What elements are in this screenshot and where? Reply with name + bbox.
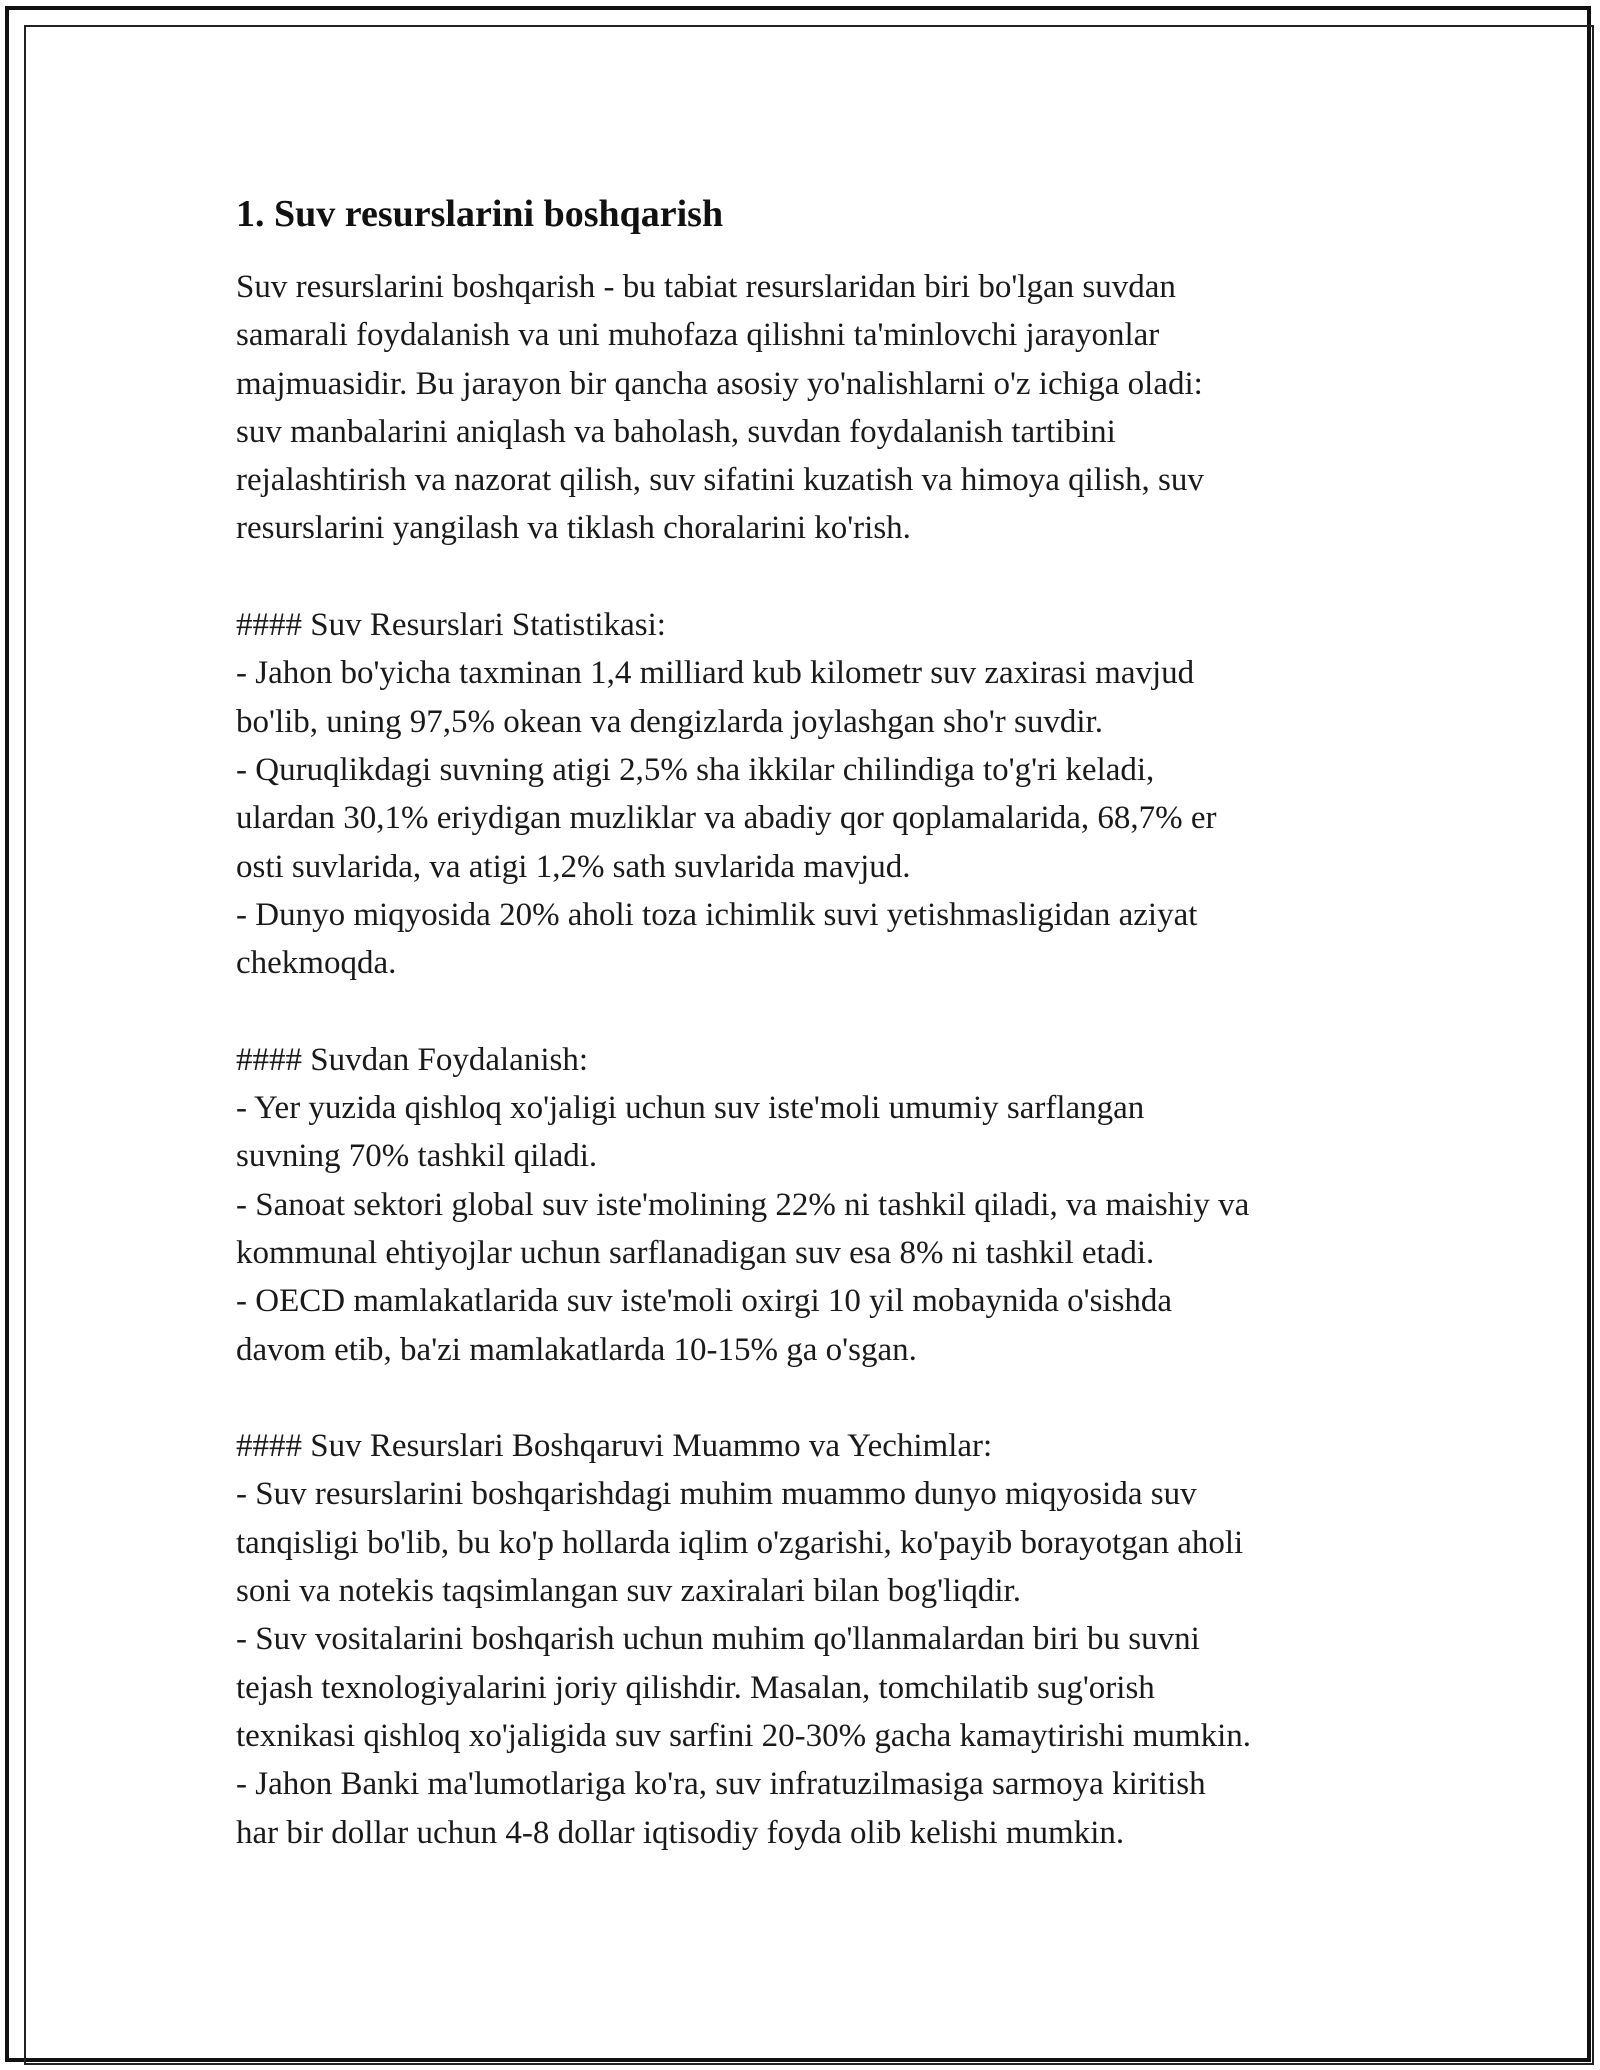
section-line: suvning 70% tashkil qiladi. — [236, 1138, 598, 1175]
section-line: kommunal ehtiyojlar uchun sarflanadigan suv esa 8% ni tashkil etadi. — [236, 1234, 1155, 1271]
intro-line: samarali foydalanish va uni muhofaza qilishni ta'minlovchi jarayonlar — [236, 317, 1160, 354]
section-heading: #### Suv Resurslari Statistikasi: — [236, 607, 666, 644]
document-body — [236, 185, 1376, 1857]
section-statistics — [236, 601, 1376, 987]
section-heading: #### Suv Resurslari Boshqaruvi Muammo va Yechimlar: — [236, 1428, 993, 1465]
intro-paragraph — [236, 263, 1376, 553]
section-line: davom etib, ba'zi mamlakatlarda 10-15% ga o'sgan. — [236, 1331, 917, 1368]
intro-line: rejalashtirish va nazorat qilish, suv sifatini kuzatish va himoya qilish, suv — [236, 462, 1204, 499]
intro-line: resurslarini yangilash va tiklash choralarini ko'rish. — [236, 510, 911, 547]
intro-line: suv manbalarini aniqlash va baholash, suvdan foydalanish tartibini — [236, 413, 1116, 450]
paragraph-spacer — [236, 553, 1376, 601]
section-line: osti suvlarida, va atigi 1,2% sath suvlarida mavjud. — [236, 848, 911, 885]
section-line: - Quruqlikdagi suvning atigi 2,5% sha ikkilar chilindiga to'g'ri keladi, — [236, 751, 1155, 788]
section-line: bo'lib, uning 97,5% okean va dengizlarda joylashgan sho'r suvdir. — [236, 703, 1103, 740]
intro-line: majmuasidir. Bu jarayon bir qancha asosiy yo'nalishlarni o'z ichiga oladi: — [236, 365, 1203, 402]
paragraph-spacer — [236, 1374, 1376, 1422]
section-line: texnikasi qishloq xo'jaligida suv sarfini 20-30% gacha kamaytirishi mumkin. — [236, 1717, 1252, 1754]
paragraph-spacer — [236, 987, 1376, 1035]
section-problems-solutions — [236, 1422, 1376, 1857]
section-water-use — [236, 1036, 1376, 1374]
intro-line: Suv resurslarini boshqarish - bu tabiat resurslaridan biri bo'lgan suvdan — [236, 269, 1176, 305]
section-line: tanqisligi bo'lib, bu ko'p hollarda iqlim o'zgarishi, ko'payib borayotgan aholi — [236, 1524, 1244, 1561]
section-line: tejash texnologiyalarini joriy qilishdir. Masalan, tomchilatib sug'orish — [236, 1669, 1155, 1706]
section-line: - Suv resurslarini boshqarishdagi muhim muammo dunyo miqyosida suv — [236, 1476, 1197, 1513]
section-line: - OECD mamlakatlarida suv iste'moli oxirgi 10 yil mobaynida o'sishda — [236, 1283, 1173, 1320]
section-line: - Sanoat sektori global suv iste'molining 22% ni tashkil qiladi, va maishiy va — [236, 1186, 1250, 1223]
section-line: soni va notekis taqsimlangan suv zaxiralari bilan bog'liqdir. — [236, 1573, 1021, 1610]
section-line: - Yer yuzida qishloq xo'jaligi uchun suv iste'moli umumiy sarflangan — [236, 1090, 1145, 1127]
section-line: - Dunyo miqyosida 20% aholi toza ichimlik suvi yetishmasligidan aziyat — [236, 896, 1198, 933]
section-line: - Suv vositalarini boshqarish uchun muhim qo'llanmalardan biri bu suvni — [236, 1621, 1200, 1658]
section-line: chekmoqda. — [236, 945, 397, 982]
document-title: 1. Suv resurslarini boshqarish — [236, 193, 724, 235]
section-line: - Jahon bo'yicha taxminan 1,4 milliard kub kilometr suv zaxirasi mavjud — [236, 655, 1195, 692]
section-line: har bir dollar uchun 4-8 dollar iqtisodiy foyda olib kelishi mumkin. — [236, 1814, 1125, 1851]
section-line: ulardan 30,1% eriydigan muzliklar va abadiy qor qoplamalarida, 68,7% er — [236, 800, 1217, 837]
section-line: - Jahon Banki ma'lumotlariga ko'ra, suv infratuzilmasiga sarmoya kiritish — [236, 1766, 1206, 1803]
section-heading: #### Suvdan Foydalanish: — [236, 1041, 588, 1078]
